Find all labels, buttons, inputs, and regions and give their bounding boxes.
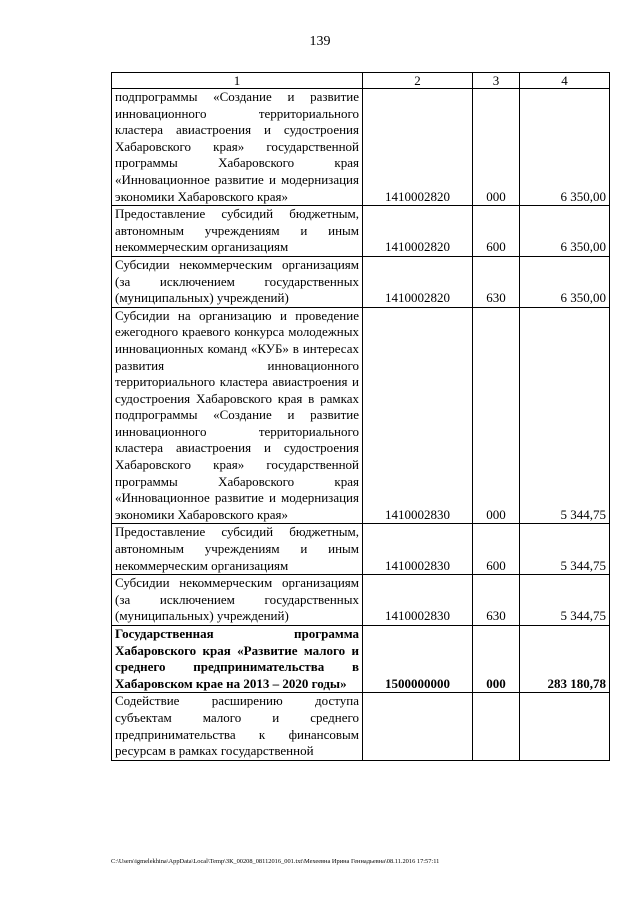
table-row-program-total <box>112 626 610 693</box>
row-sum: 6 350,00 <box>520 89 610 206</box>
row-csr-code <box>363 693 473 760</box>
table-header-row <box>112 73 610 89</box>
row-csr-code: 1410002820 <box>363 89 473 206</box>
table-row <box>112 206 610 257</box>
row-csr-code: 1500000000 <box>363 626 473 693</box>
row-csr-code: 1410002830 <box>363 307 473 524</box>
row-name: Субсидии некоммерческим организациям (за исключением государственных (муниципальных) учреждений) <box>112 575 363 626</box>
row-csr-code: 1410002820 <box>363 256 473 307</box>
row-vr-code: 600 <box>473 206 520 257</box>
row-name: подпрограммы «Создание и развитие инновационного территориального кластера авиастроения и судостроения Хабаровского края» государственной программы Хабаровского края «Инновационное развитие и модернизация экономики Хабаровского края» <box>112 89 363 206</box>
row-name: Предоставление субсидий бюджетным, автономным учреждениям и иным некоммерческим организациям <box>112 524 363 575</box>
header-col-4: 4 <box>520 73 610 89</box>
table-row <box>112 575 610 626</box>
row-vr-code: 630 <box>473 256 520 307</box>
row-sum: 5 344,75 <box>520 307 610 524</box>
row-vr-code: 000 <box>473 626 520 693</box>
table-row <box>112 307 610 524</box>
row-vr-code <box>473 693 520 760</box>
row-vr-code: 000 <box>473 307 520 524</box>
row-csr-code: 1410002830 <box>363 524 473 575</box>
header-col-3: 3 <box>473 73 520 89</box>
row-sum: 283 180,78 <box>520 626 610 693</box>
row-name: Субсидии на организацию и проведение ежегодного краевого конкурса молодежных инновационных команд «КУБ» в интересах развития инновационного территориального кластера авиастроения и судостроения Хабаровского края в рамках подпрограммы «Создание и развитие инновационного территориального кластера авиастроения и судостроения Хабаровского края» государственной программы Хабаровского края «Инновационное развитие и модернизация экономики Хабаровского края» <box>112 307 363 524</box>
row-sum: 6 350,00 <box>520 206 610 257</box>
row-sum: 5 344,75 <box>520 575 610 626</box>
row-vr-code: 000 <box>473 89 520 206</box>
row-name: Предоставление субсидий бюджетным, автономным учреждениям и иным некоммерческим организациям <box>112 206 363 257</box>
row-vr-code: 630 <box>473 575 520 626</box>
page-number: 139 <box>309 34 331 49</box>
table-row <box>112 256 610 307</box>
row-csr-code: 1410002820 <box>363 206 473 257</box>
row-sum: 6 350,00 <box>520 256 610 307</box>
row-name: Содействие расширению доступа субъектам малого и среднего предпринимательства к финансовым ресурсам в рамках государственной <box>112 693 363 760</box>
table-row <box>112 89 610 206</box>
table-row <box>112 524 610 575</box>
row-sum: 5 344,75 <box>520 524 610 575</box>
row-name: Государственная программа Хабаровского края «Развитие малого и среднего предпринимательства в Хабаровском крае на 2013 – 2020 годы» <box>112 626 363 693</box>
file-path-footer: C:\Users\igmelekhina\AppData\Local\Temp\ЗК_00208_08112016_001.txt\Мехеевна Ирина Геннадьевна\08.11.2016 17:57:11 <box>111 858 440 865</box>
row-name: Субсидии некоммерческим организациям (за исключением государственных (муниципальных) учреждений) <box>112 256 363 307</box>
budget-table <box>111 72 610 761</box>
header-col-2: 2 <box>363 73 473 89</box>
row-csr-code: 1410002830 <box>363 575 473 626</box>
row-vr-code: 600 <box>473 524 520 575</box>
header-col-1: 1 <box>112 73 363 89</box>
row-sum <box>520 693 610 760</box>
table-row <box>112 693 610 760</box>
